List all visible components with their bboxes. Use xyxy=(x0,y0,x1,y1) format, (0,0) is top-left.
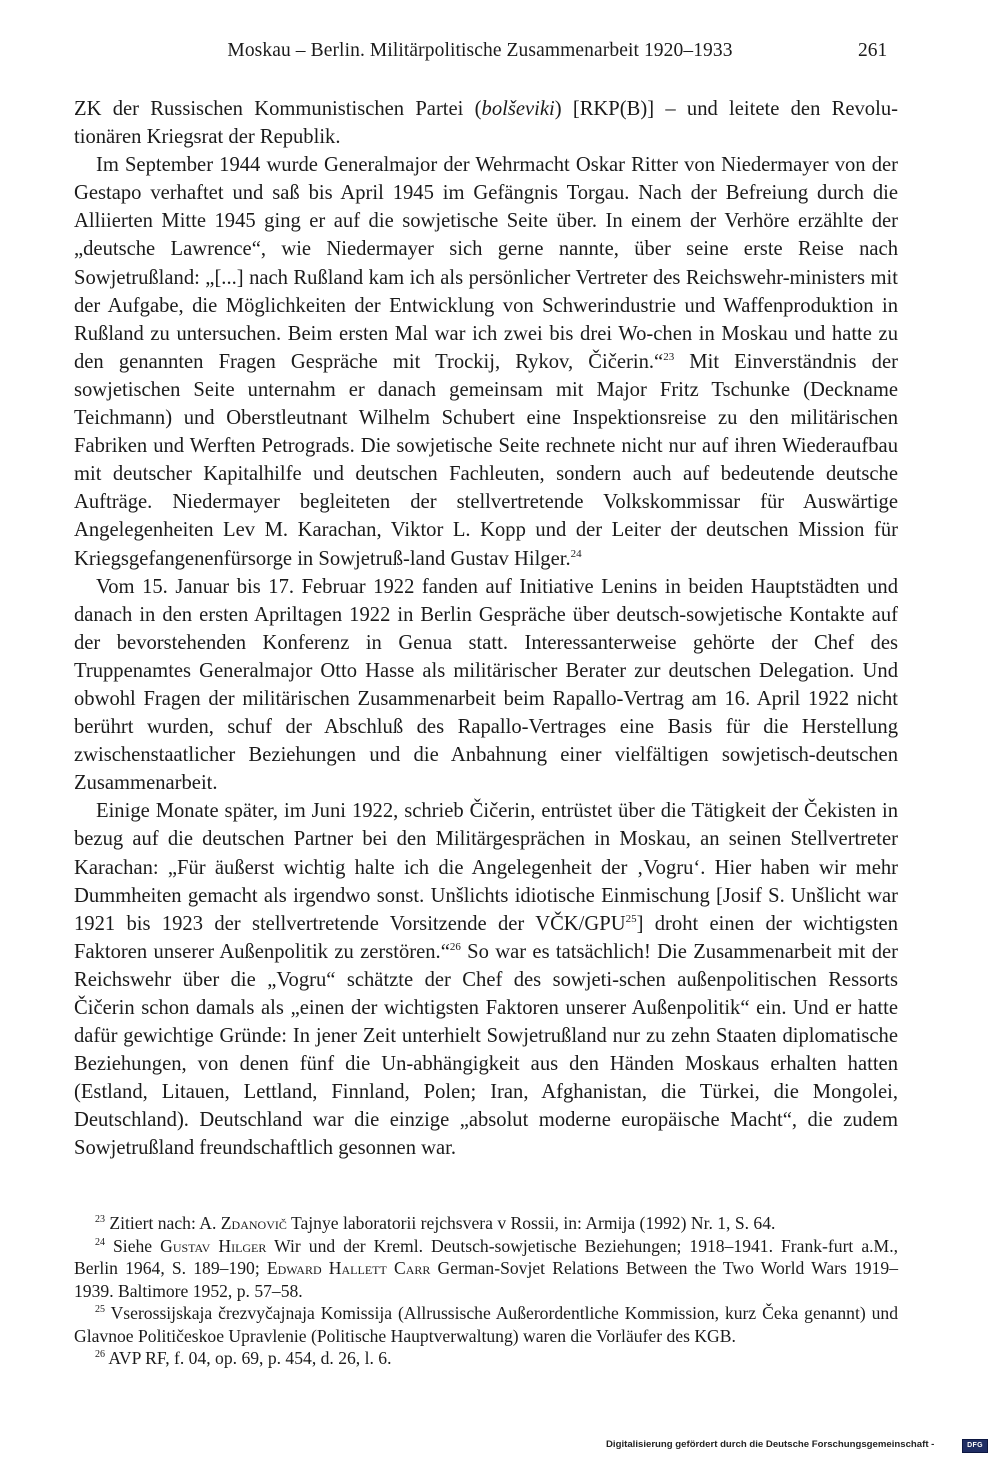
footnote-23-text-a: Zitiert nach: A. xyxy=(105,1213,221,1233)
footnote-author: Zdanovič xyxy=(220,1213,287,1233)
footnote-24-text-a: Siehe xyxy=(105,1235,161,1256)
footnote-ref-25: 25 xyxy=(625,912,637,925)
running-head xyxy=(0,40,1000,70)
main-text xyxy=(74,95,898,1163)
dfg-logo xyxy=(962,1439,988,1453)
footnote-23 xyxy=(74,1212,898,1235)
footnote-number: 25 xyxy=(95,1304,105,1315)
footnote-23-text-b: Tajnye laboratorii rejchsvera v Rossii, in: Armija (1992) Nr. 1, S. 64. xyxy=(286,1213,776,1233)
footnote-ref-26: 26 xyxy=(449,940,461,953)
running-title: Moskau – Berlin. Militärpolitische Zusammenarbeit 1920–1933 xyxy=(227,40,733,61)
paragraph-3: Vom 15. Januar bis 17. Februar 1922 fanden auf Initiative Lenins in beiden Hauptstädten und danach in den ersten Apriltagen 1922 in Berlin Gespräche über deutsch-sowjetische Kontakte auf der bevorstehenden Konferenz in Genua statt. Interessanterweise gehörte der Chef des Truppenamtes Generalmajor Otto Hasse als militärischer Berater zur deutschen Delegation. Und obwohl Fragen der militärischen Zusammenarbeit beim Rapallo-Vertrag am 16. April 1922 nicht berührt wurden, schuf der Abschluß des Rapallo-Vertrages eine Basis für die Herstellung zwischenstaatlicher Beziehungen und die Anbahnung einer vielfältigen sowjetisch-deutschen Zusammenarbeit. xyxy=(74,575,898,795)
footnote-26-text: AVP RF, f. 04, op. 69, p. 454, d. 26, l. 6. xyxy=(105,1348,392,1368)
digitization-credit: Digitalisierung gefördert durch die Deutsche Forschungsgemeinschaft - xyxy=(606,1439,935,1450)
paragraph-1-text-a: ZK der Russischen Kommunistischen Partei ( xyxy=(74,98,482,120)
paragraph-1-italic-term: bolševiki xyxy=(481,98,555,120)
paragraph-4-text-b: ] droht einen der wichtigsten Faktoren unserer Außenpolitik zu zerstören.“ xyxy=(74,912,898,963)
page-number: 261 xyxy=(858,40,888,61)
footnote-ref-23: 23 xyxy=(663,350,675,363)
paragraph-4-text-a: Einige Monate später, im Juni 1922, schrieb Čičerin, entrüstet über die Tätigkeit der Čekisten in bezug auf die deutschen Partner bei den Militärgesprächen in Moskau, an seinen Stellvertreter Karachan: „Für äußerst wichtig halte ich die Angelegenheit der ‚Vogru‘. Hier haben wir mehr Dummheiten gemacht als irgendwo sonst. Unšlichts idiotische Einmischung [Josif S. Unšlicht war 1921 bis 1923 der stellvertretende Vorsitzende der VČK/GPU xyxy=(74,800,898,935)
footnote-number: 26 xyxy=(95,1349,105,1360)
paragraph-2-text-a: Im September 1944 wurde Generalmajor der Wehrmacht Oskar Ritter von Niedermayer von der Gestapo verhaftet und saß bis April 1945 im Gefängnis Torgau. Nach der Befreiung durch die Alliierten Mitte 1945 ging er auf die sowjetische Seite über. In einem der Verhöre erzählte der „deutsche Lawrence“, wie Niedermayer sich gerne nannte, über seine erste Reise nach Sowjetrußland: „[...] nach Rußland kam ich als persönlicher Vertreter des Reichswehr-ministers mit der Aufgabe, die Möglichkeiten der Entwicklung von Schwerindustrie und Waffenproduktion in Rußland zu untersuchen. Beim ersten Mal war ich zwei bis drei Wo-chen in Moskau und hatte zu den genannten Fragen Gespräche mit Trockij, Rykov, Čičerin.“ xyxy=(74,154,898,373)
footnote-24 xyxy=(74,1235,898,1303)
paragraph-4-text-c: So war es tatsächlich! Die Zusammenarbeit mit der Reichswehr über die „Vogru“ schätzte der Chef des sowjeti-schen außenpolitischen Ressorts Čičerin schon damals als „einen der wichtigsten Faktoren unserer Außenpolitik“ ein. Und er hatte dafür gewichtige Gründe: In jener Zeit unterhielt Sowjetrußland nur zu zehn Staaten diplomatische Beziehungen, von denen fünf die Un-abhängigkeit aus den Händen Moskaus erhalten hatten (Estland, Litauen, Lettland, Finnland, Polen; Iran, Afghanistan, die Türkei, die Mongolei, Deutschland). Deutschland war die einzige „absolut moderne europäische Macht“, die zudem Sowjetrußland freundschaftlich gesonnen war. xyxy=(74,940,898,1160)
footnote-ref-24: 24 xyxy=(570,547,582,560)
footnotes xyxy=(74,1212,898,1370)
paragraph-2-text-b: Mit Einverständnis der sowjetischen Seite unternahm er danach gemeinsam mit Major Fritz Tschunke (Deckname Teichmann) und Oberstleutnant Wilhelm Schubert eine Inspektionsreise zu den militärischen Fabriken und Werften Petrograds. Die sowjetische Seite rechnete nicht nur auf ihren Wiederaufbau mit deutscher Kapitalhilfe und deutschen Fachleuten, sondern auch auf bedeutende deutsche Aufträge. Niedermayer begleiteten der stellvertretende Volkskommissar für Auswärtige Angelegenheiten Lev M. Karachan, Viktor L. Kopp und der Leiter der deutschen Mission für Kriegsgefangenenfürsorge in Sowjetruß-land Gustav Hilger. xyxy=(74,350,898,570)
footnote-25-text: Vserossijskaja črezvyčajnaja Komissija (Allrussische Außerordentliche Kommission, kurz Čeka genannt) und Glavnoe Političeskoe Upravlenie (Politische Hauptverwaltung) waren die Vorläufer des KGB. xyxy=(74,1303,898,1346)
paragraph-2 xyxy=(74,151,898,572)
footnote-author: Edward Hallett Carr xyxy=(266,1258,431,1278)
footnote-number: 24 xyxy=(95,1236,105,1248)
paragraph-1 xyxy=(74,95,898,151)
footnote-26 xyxy=(74,1347,898,1370)
dfg-logo-text: DFG xyxy=(967,1442,983,1449)
paragraph-1-text-c: ) [RKP(B)] – und leitete den Revolu-tionären Kriegsrat der Republik. xyxy=(74,98,898,149)
footnote-24-text-c: German-Sovjet Relations Between the Two World Wars 1919–1939. Baltimore 1952, p. 57–58. xyxy=(74,1258,898,1301)
footnote-number: 23 xyxy=(95,1214,105,1225)
footnote-24-text-b: Wir und der Kreml. Deutsch-sowjetische Beziehungen; 1918–1941. Frank-furt a.M., Berlin 1964, S. 189–190; xyxy=(74,1235,898,1278)
footnote-author: Gustav Hilger xyxy=(160,1235,267,1256)
footnote-25 xyxy=(74,1302,898,1347)
paragraph-4 xyxy=(74,797,898,1162)
